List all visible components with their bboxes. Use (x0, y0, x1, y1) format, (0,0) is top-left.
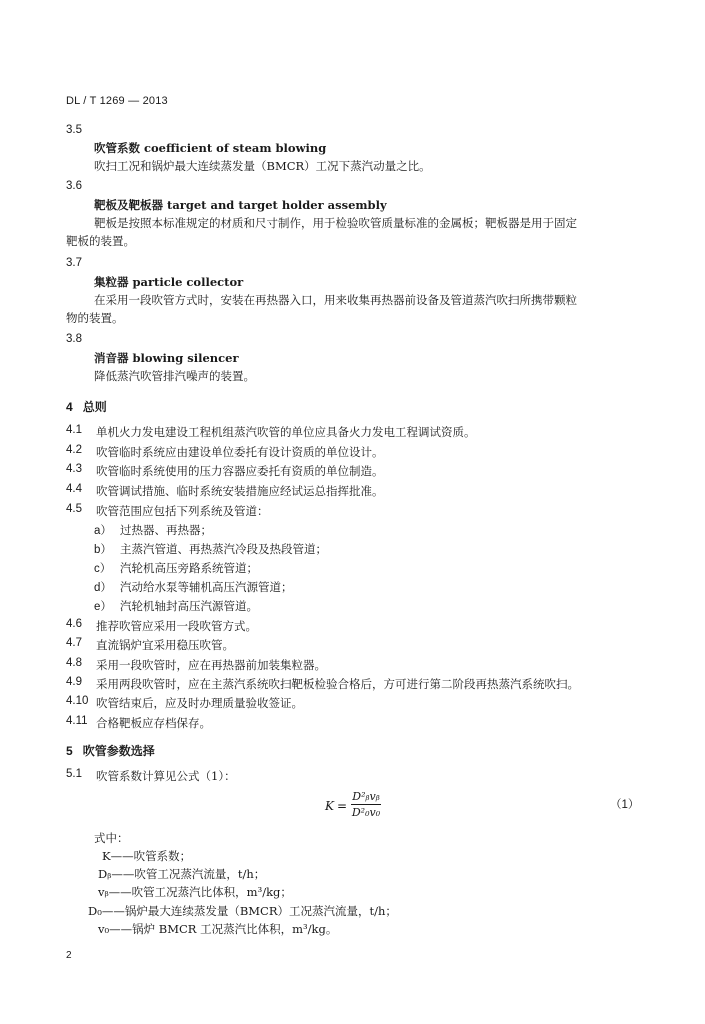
term-number: 3.7 (66, 257, 82, 269)
fraction-bar (351, 804, 381, 805)
clause (66, 676, 666, 692)
clause-number: 4.3 (66, 463, 82, 475)
clause-text: 直流锅炉宜采用稳压吹管。 (96, 638, 234, 652)
clause-number: 4.10 (66, 695, 89, 707)
clause-number: 4.7 (66, 637, 82, 649)
section-heading (66, 398, 107, 415)
list-item (94, 541, 327, 557)
formula-lhs: K (325, 799, 334, 813)
clause-text: 吹管临时系统应由建设单位委托有设计资质的单位设计。 (96, 445, 384, 459)
clause-number: 4.1 (66, 424, 82, 436)
standard-header: DL / T 1269 — 2013 (66, 95, 168, 107)
clause-number: 4.6 (66, 618, 82, 630)
clause (66, 444, 666, 460)
list-text: 汽轮机轴封高压汽源管道。 (120, 599, 258, 613)
term-definition: 在采用一段吹管方式时，安装在再热器入口，用来收集再热器前设备及管道蒸汽吹扫所携带颗粒 (94, 293, 577, 307)
clause-text: 吹管系数计算见公式（1）： (96, 769, 236, 783)
where-item: Dᵦ——吹管工况蒸汽流量，t/h； (98, 867, 266, 881)
term-title: 消音器 blowing silencer (94, 351, 239, 365)
list-label: a） (94, 525, 112, 537)
clause (66, 483, 666, 499)
formula-denominator: D²₀v₀ (351, 806, 381, 819)
term-number: 3.5 (66, 124, 82, 136)
section-title: 总则 (82, 400, 107, 414)
clause-number: 4.11 (66, 715, 88, 727)
list-text: 过热器、再热器； (120, 523, 212, 537)
clause (66, 695, 666, 711)
clause-number: 4.8 (66, 657, 82, 669)
list-label: e） (94, 601, 112, 613)
formula-fraction (351, 790, 381, 819)
list-item (94, 522, 212, 538)
clause (66, 715, 666, 731)
clause-number: 4.9 (66, 676, 82, 688)
list-text: 汽动给水泵等辅机高压汽源管道； (120, 580, 293, 594)
list-label: b） (94, 544, 112, 556)
term-title: 靶板及靶板器 target and target holder assembly (94, 198, 387, 212)
list-label: c） (94, 563, 112, 575)
clause-text: 吹管范围应包括下列系统及管道： (96, 504, 269, 518)
equation-number: （1） (610, 799, 640, 811)
term-definition: 吹扫工况和锅炉最大连续蒸发量（BMCR）工况下蒸汽动量之比。 (94, 159, 431, 173)
where-item: D₀——锅炉最大连续蒸发量（BMCR）工况蒸汽流量，t/h； (88, 904, 397, 918)
clause-number: 4.5 (66, 503, 82, 515)
clause-text: 采用两段吹管时，应在主蒸汽系统吹扫靶板检验合格后，方可进行第二阶段再热蒸汽系统吹扫。 (96, 677, 579, 691)
list-item (94, 598, 258, 614)
term-title: 吹管系数 coefficient of steam blowing (94, 141, 327, 155)
where-item: vᵦ——吹管工况蒸汽比体积，m³/kg； (98, 885, 292, 899)
clause (66, 657, 666, 673)
clause (66, 503, 666, 519)
section-number: 4 (66, 400, 73, 414)
clause (66, 618, 666, 634)
list-item (94, 579, 293, 595)
term-definition: 靶板是按照本标准规定的材质和尺寸制作，用于检验吹管质量标准的金属板；靶板器是用于固定 (94, 216, 577, 230)
formula-numerator: D²ᵦvᵦ (352, 790, 380, 803)
clause-number: 4.2 (66, 444, 82, 456)
clause-text: 推荐吹管应采用一段吹管方式。 (96, 619, 257, 633)
clause-text: 合格靶板应存档保存。 (96, 716, 211, 730)
clause (66, 768, 666, 784)
clause-number: 5.1 (66, 768, 82, 780)
clause (66, 424, 666, 440)
list-text: 汽轮机高压旁路系统管道； (120, 561, 258, 575)
term-number: 3.6 (66, 180, 82, 192)
where-item: K——吹管系数； (102, 849, 192, 863)
term-definition: 降低蒸汽吹管排汽噪声的装置。 (94, 369, 255, 383)
clause-text: 采用一段吹管时，应在再热器前加装集粒器。 (96, 658, 326, 672)
where-intro: 式中： (94, 831, 129, 845)
section-number: 5 (66, 744, 73, 758)
clause-text: 单机火力发电建设工程机组蒸汽吹管的单位应具备火力发电工程调试资质。 (96, 425, 476, 439)
term-title: 集粒器 particle collector (94, 275, 244, 289)
term-definition-cont: 靶板的装置。 (66, 234, 135, 248)
clause-number: 4.4 (66, 483, 82, 495)
section-heading (66, 742, 155, 759)
page-number: 2 (66, 950, 72, 961)
clause (66, 463, 666, 479)
clause-text: 吹管调试措施、临时系统安装措施应经试运总指挥批准。 (96, 484, 384, 498)
list-item (94, 560, 258, 576)
term-definition-cont: 物的装置。 (66, 311, 124, 325)
section-title: 吹管参数选择 (82, 744, 155, 758)
clause-text: 吹管临时系统使用的压力容器应委托有资质的单位制造。 (96, 464, 384, 478)
where-item: v₀——锅炉 BMCR 工况蒸汽比体积，m³/kg。 (98, 922, 338, 936)
list-text: 主蒸汽管道、再热蒸汽冷段及热段管道； (120, 542, 327, 556)
clause (66, 637, 666, 653)
term-number: 3.8 (66, 333, 82, 345)
clause-text: 吹管结束后，应及时办理质量验收签证。 (96, 696, 303, 710)
formula-equals: = (337, 799, 348, 813)
list-label: d） (94, 582, 112, 594)
